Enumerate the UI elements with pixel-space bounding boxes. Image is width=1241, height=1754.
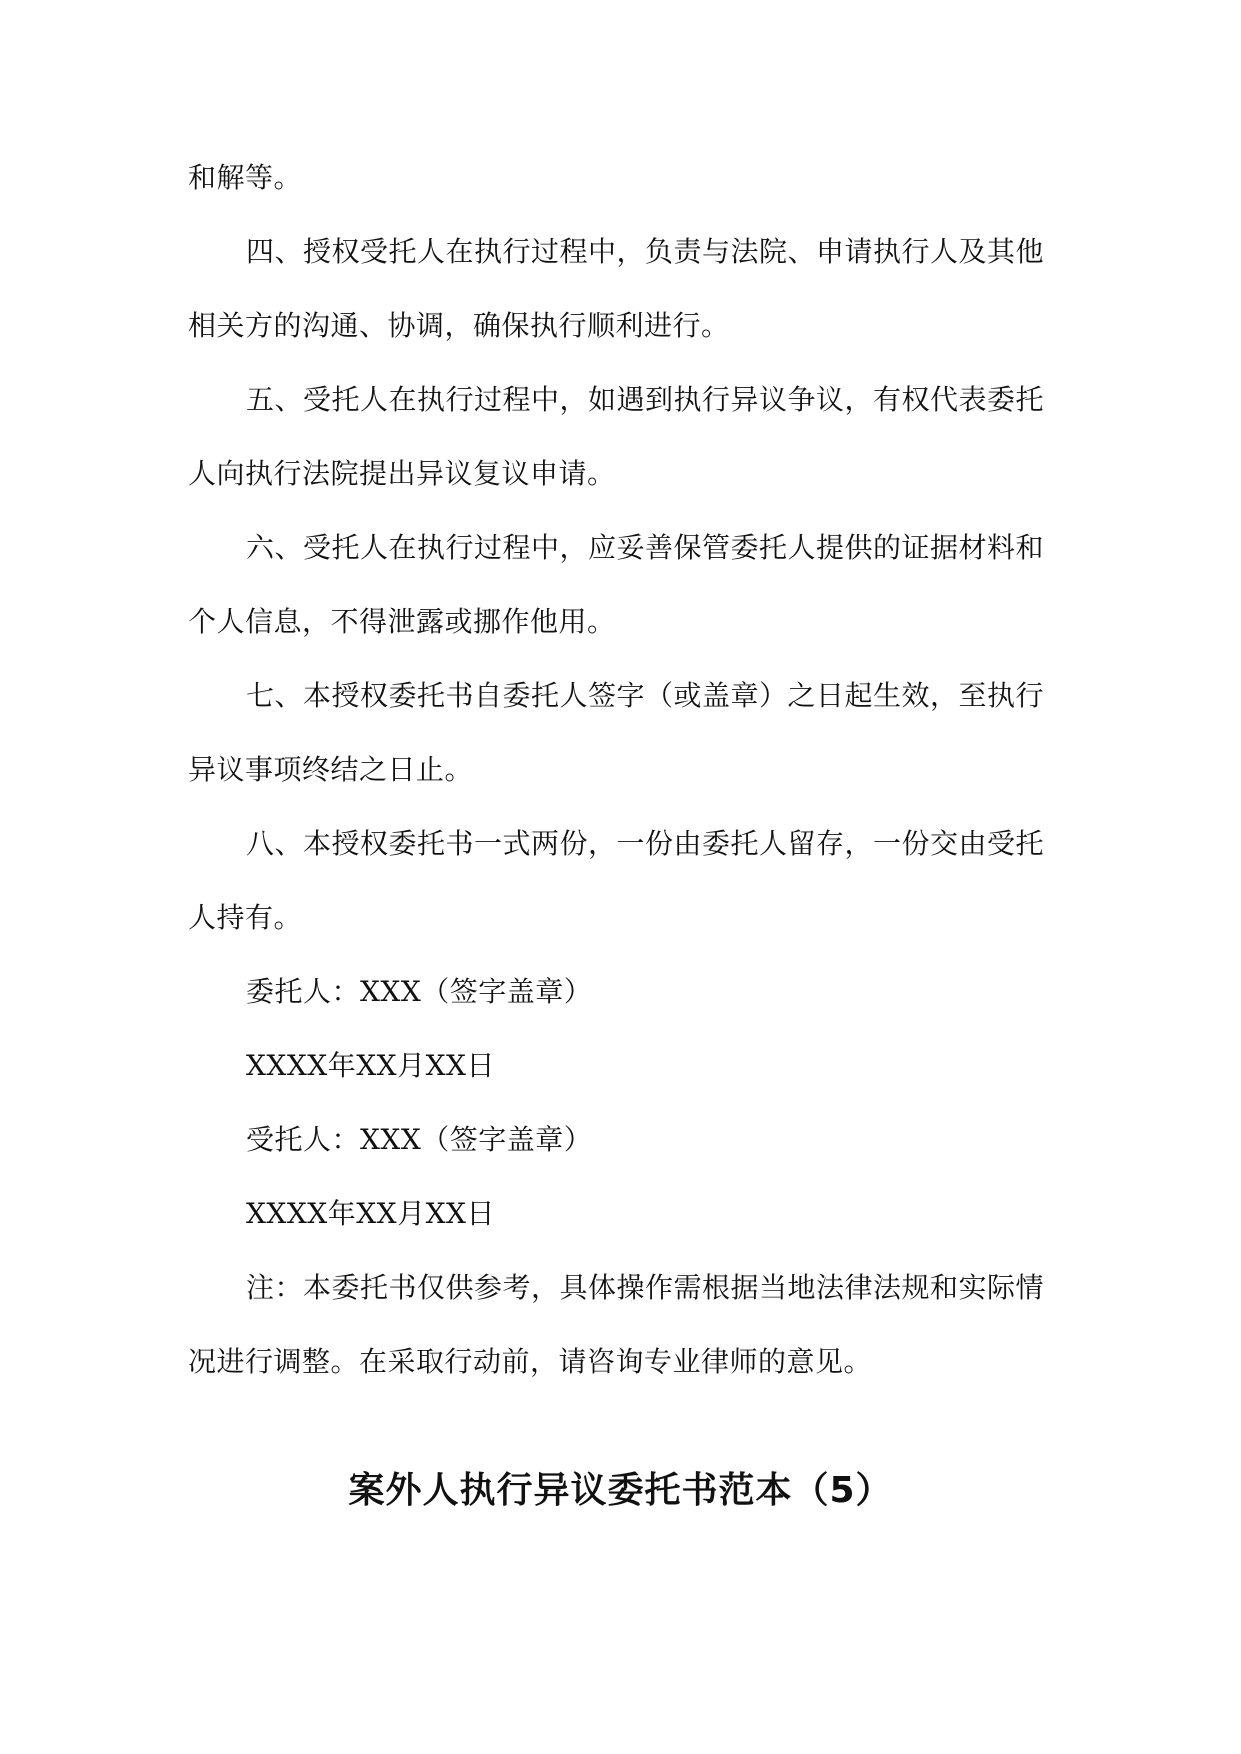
note-line-1: 注：本委托书仅供参考，具体操作需根据当地法律法规和实际情 [246,1271,1045,1304]
principal-signature: 委托人：XXX（签字盖章） [246,975,593,1008]
clause-four-line-2: 相关方的沟通、协调，确保执行顺利进行。 [188,309,730,342]
clause-four-line-1: 四、授权受托人在执行过程中，负责与法院、申请执行人及其他 [246,235,1045,268]
clause-seven-line-2: 异议事项终结之日止。 [188,753,474,786]
paragraph-line: 和解等。 [188,161,303,194]
clause-seven-line-1: 七、本授权委托书自委托人签字（或盖章）之日起生效，至执行 [246,679,1045,712]
clause-eight-line-2: 人持有。 [188,901,303,934]
clause-six-line-1: 六、受托人在执行过程中，应妥善保管委托人提供的证据材料和 [246,531,1045,564]
note-line-2: 况进行调整。在采取行动前，请咨询专业律师的意见。 [188,1345,873,1378]
clause-eight-line-1: 八、本授权委托书一式两份，一份由委托人留存，一份交由受托 [246,827,1045,860]
clause-five-line-2: 人向执行法院提出异议复议申请。 [188,457,616,490]
next-section-title: 案外人执行异议委托书范本（5） [348,1470,893,1511]
clause-five-line-1: 五、受托人在执行过程中，如遇到执行异议争议，有权代表委托 [246,383,1045,416]
agent-date: XXXX年XX月XX日 [246,1197,495,1230]
clause-six-line-2: 个人信息，不得泄露或挪作他用。 [188,605,616,638]
principal-date: XXXX年XX月XX日 [246,1049,495,1082]
document-body [188,141,1054,1399]
agent-signature: 受托人：XXX（签字盖章） [246,1123,593,1156]
